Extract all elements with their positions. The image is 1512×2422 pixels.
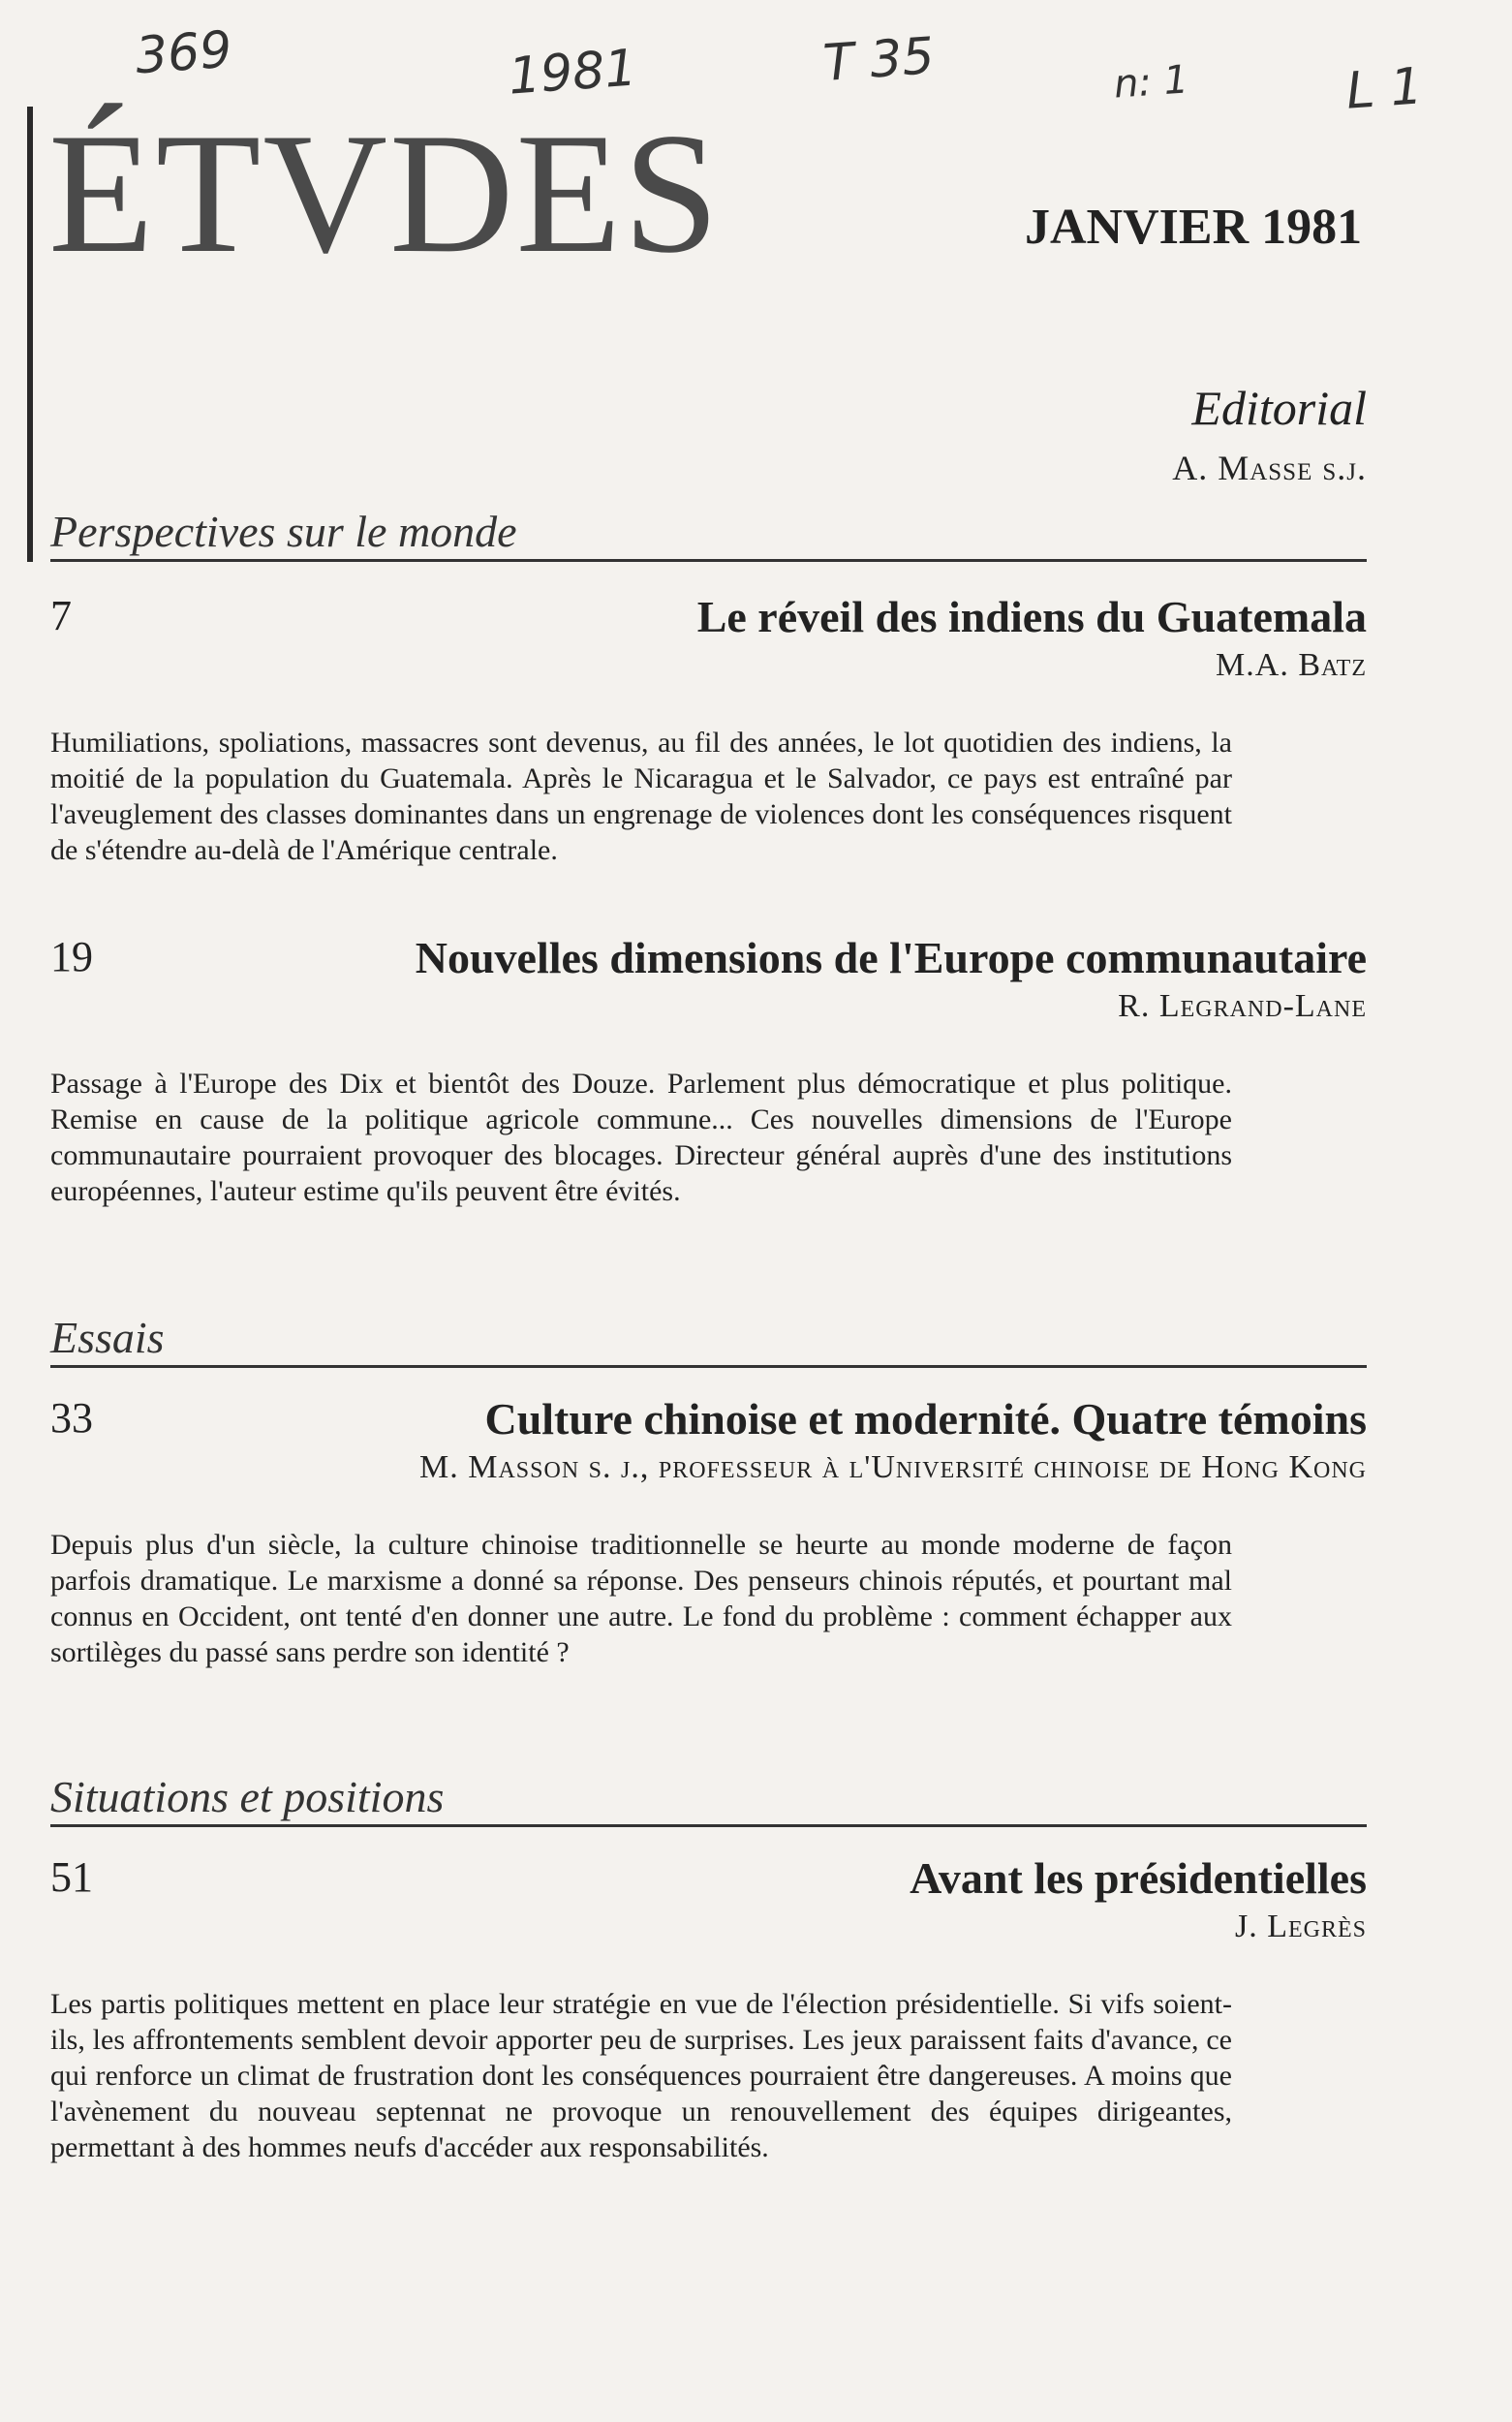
article-author: M.A. Batz <box>1216 647 1367 683</box>
article-page-number: 7 <box>50 592 72 639</box>
article-summary: Les partis politiques mettent en place leur stratégie en vue de l'élection présidentielle. Si vifs soient-ils, les affrontements semblent devoir apporter peu de surprises. Les jeux paraissent faits d'avance, ce qui renforce un climat de frustration dont les conséquences pourraient être dangereuses. A moins que l'avènement du nouveau septennat ne provoque un renouvellement des équipes dirigeantes, permettant à des hommes neufs d'accéder aux responsabilités. <box>50 1988 1232 2163</box>
article-title: Le réveil des indiens du Guatemala <box>696 592 1367 641</box>
section-heading: Perspectives sur le monde <box>50 508 1367 562</box>
article-summary: Depuis plus d'un siècle, la culture chinoise traditionnelle se heurte au monde moderne de façon parfois dramatique. Le marxisme a donné sa réponse. Des penseurs chinois réputés, et pourtant mal connus en Occident, ont tenté d'en donner une autre. Le fond du problème : comment échapper aux sortilèges du passé sans perdre son identité ? <box>50 1529 1232 1668</box>
left-margin-bar <box>27 107 33 562</box>
handwritten-note: L 1 <box>1344 57 1425 121</box>
article-summary: Passage à l'Europe des Dix et bientôt des Douze. Parlement plus démocratique et plus politique. Remise en cause de la politique agricole commune... Ces nouvelles dimensions de l'Europe communautaire pourraient provoquer des blocages. Directeur général auprès d'une des institutions européennes, l'auteur estime qu'ils peuvent être évités. <box>50 1068 1232 1207</box>
handwritten-note: 1981 <box>507 39 639 107</box>
section-heading: Situations et positions <box>50 1773 1367 1827</box>
article-author: M. Masson s. j., professeur à l'Université chinoise de Hong Kong <box>419 1449 1367 1485</box>
masthead-title: ÉTVDES <box>48 97 722 289</box>
article-title: Nouvelles dimensions de l'Europe communautaire <box>415 933 1367 982</box>
issue-date: JANVIER 1981 <box>1025 200 1363 255</box>
editorial-author: A. Masse s.j. <box>1172 449 1367 487</box>
article-entry <box>50 1852 1367 2165</box>
article-entry <box>50 932 1367 1209</box>
article-author: J. Legrès <box>1234 1909 1367 1944</box>
article-title: Culture chinoise et modernité. Quatre témoins <box>484 1394 1367 1444</box>
handwritten-note: n: 1 <box>1112 57 1190 108</box>
article-summary: Humiliations, spoliations, massacres sont devenus, au fil des années, le lot quotidien des indiens, la moitié de la population du Guatemala. Après le Nicaragua et le Salvador, ce pays est entraîné par l'aveuglement des classes dominantes dans un engrenage de violences dont les conséquences risquent de s'étendre au-delà de l'Amérique centrale. <box>50 727 1232 866</box>
article-title: Avant les présidentielles <box>910 1853 1367 1903</box>
handwritten-note: 369 <box>134 20 234 86</box>
article-page-number: 19 <box>50 933 93 980</box>
article-entry <box>50 591 1367 868</box>
handwritten-note: T 35 <box>821 27 937 93</box>
editorial-label: Editorial <box>1191 381 1367 435</box>
article-entry <box>50 1393 1367 1670</box>
article-page-number: 33 <box>50 1394 93 1442</box>
article-page-number: 51 <box>50 1853 93 1901</box>
article-author: R. Legrand-Lane <box>1118 988 1367 1024</box>
section-heading: Essais <box>50 1314 1367 1368</box>
